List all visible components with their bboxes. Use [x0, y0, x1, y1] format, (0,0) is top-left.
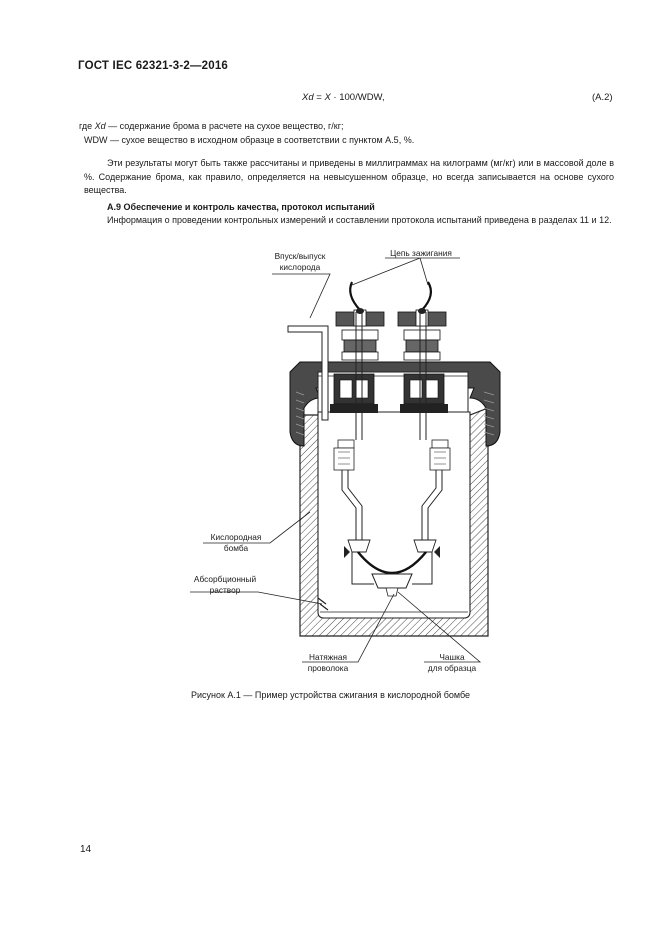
ignition-wire-right: [422, 282, 431, 310]
clamp-right-dark: [434, 546, 440, 558]
formula-number: (A.2): [592, 92, 613, 103]
label-ignition-circuit: Цепь зажигания: [390, 248, 452, 258]
bomb-cavity: [318, 412, 470, 618]
electrode-column-right: [398, 310, 446, 440]
electrode-block-right: [400, 374, 448, 413]
label-line: Абсорбционный: [193, 574, 257, 584]
clamp-left-dark: [344, 546, 350, 558]
definition-text: — сухое вещество в исходном образце в соответствии с пунктом А.5, %.: [107, 135, 415, 145]
label-line: Чашка: [439, 652, 465, 662]
lid-thread-right: [484, 392, 494, 435]
lid-plate: [318, 372, 468, 412]
label-line: проволока: [307, 663, 349, 673]
lid-thread-left: [296, 392, 304, 435]
bomb-lid: [290, 362, 500, 446]
figure-caption: Рисунок А.1 — Пример устройства сжигания в кислородной бомбе: [190, 690, 471, 700]
absorbing-solution: [318, 598, 328, 610]
label-line: бомба: [223, 543, 249, 553]
clamp-left: [348, 540, 370, 552]
label-line: раствор: [209, 585, 241, 595]
label-line: Впуск/выпуск: [274, 251, 326, 261]
electrode-column-left: [336, 310, 384, 440]
formula-lhs: Xd: [302, 92, 314, 103]
definition-prefix: где: [79, 121, 95, 131]
definition-term: Xd: [94, 121, 106, 131]
formula: [302, 92, 385, 103]
wire-clip-right: [418, 308, 426, 314]
wire-clip-left: [356, 308, 364, 314]
label-oxygen-inlet: [266, 251, 334, 273]
definition-term: WDW: [84, 135, 108, 145]
sample-cup-stem: [386, 588, 398, 596]
leader-ignition: [352, 258, 460, 285]
formula-rest: · 100/WDW,: [330, 92, 385, 103]
page-number: 14: [80, 844, 92, 855]
internal-rod-right: [422, 440, 450, 540]
cup-support-right: [412, 552, 432, 584]
document-header: ГОСТ IEC 62321-3-2—2016: [78, 60, 229, 72]
fuse-wire: [358, 552, 426, 573]
paragraph-info: Информация о проведении контрольных измерений и составлении протокола испытаний приведена в разделах 11 и 12.: [107, 215, 612, 225]
definition-wdw: [84, 134, 414, 147]
definition-text: — содержание брома в расчете на сухое вещество, г/кг;: [105, 121, 344, 131]
label-sample-cup: [420, 652, 484, 674]
label-line: для образца: [427, 663, 477, 673]
electrode-block-left: [330, 374, 378, 413]
definition-xd: [79, 120, 344, 133]
label-fuse-wire: [296, 652, 360, 674]
label-line: Кислородная: [210, 532, 262, 542]
internal-rod-left: [334, 440, 362, 540]
label-line: кислорода: [279, 262, 321, 272]
label-oxygen-bomb: [200, 532, 272, 554]
formula-eq: =: [313, 92, 325, 103]
ignition-wire-left: [350, 282, 360, 310]
sample-cup: [372, 574, 412, 588]
gas-inlet-tube: [288, 326, 328, 420]
bomb-body: [300, 408, 488, 636]
paragraph-results: Эти результаты могут быть также рассчитаны и приведены в миллиграммах на килограмм (мг/кг) или в массовой доле в %. Содержание брома, как правило, определяется на невысушенном образце, но всегда записывается на основе сухого вещества.: [84, 158, 614, 195]
section-heading: А.9 Обеспечение и контроль качества, протокол испытаний: [107, 202, 375, 212]
formula-x: X: [324, 92, 331, 103]
cup-support-left: [352, 552, 374, 584]
label-absorbing-solution: [188, 574, 262, 596]
clamp-right: [414, 540, 436, 552]
label-line: Натяжная: [309, 652, 347, 662]
leader-inlet: [272, 274, 330, 318]
